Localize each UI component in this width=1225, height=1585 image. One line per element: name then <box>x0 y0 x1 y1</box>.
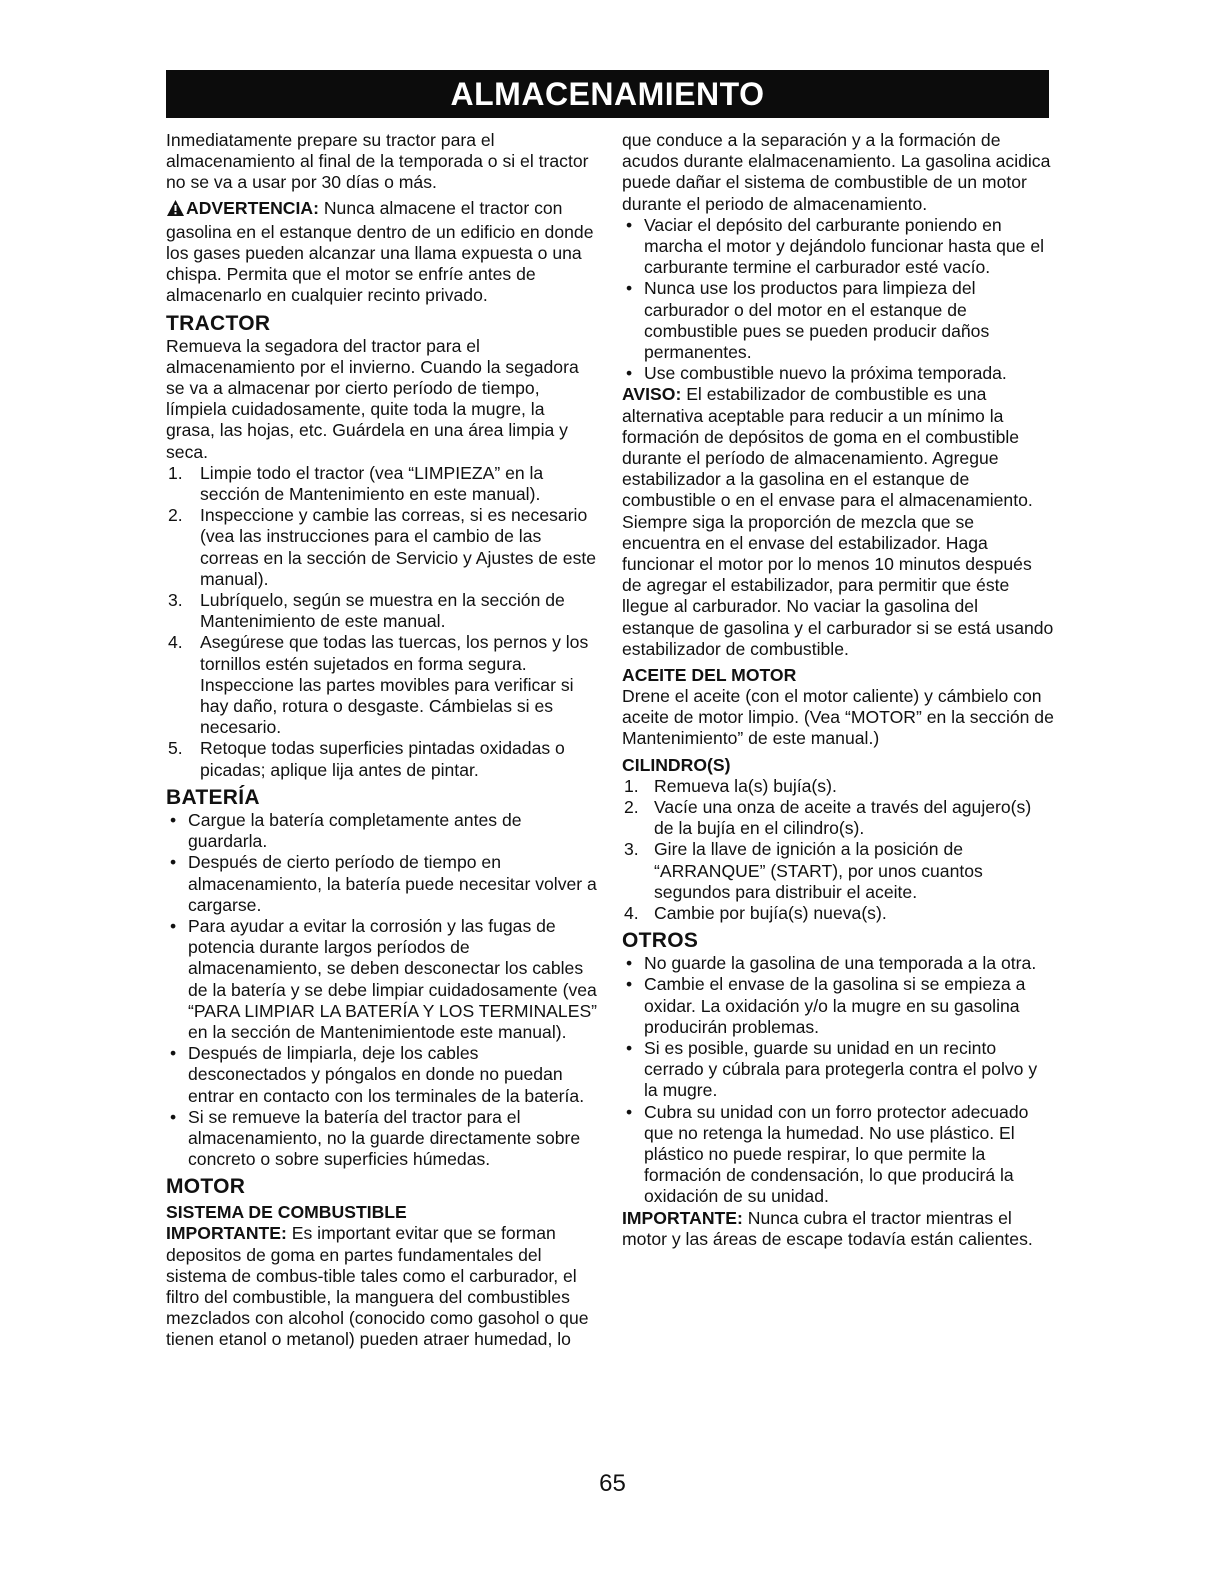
aviso-text: El estabilizador de combustible es una alternativa aceptable para reducir a un mínimo la formación de depósitos de goma en el combustible durante el período de almacenamiento. Agregue estabilizador a la gasolina en el estanque de combustible o en el envase para el almacenamiento. Siempre siga la proporción de mezcla que se encuentra en el envase del estabilizador. Haga funcionar el motor por lo menos 10 minutos después de agregar el estabilizador, para permitir que éste llegue al carburador. No vaciar la gasolina del estanque de gasolina y el carburador si se está usando estabilizador de combustible. <box>622 384 1054 659</box>
tractor-paragraph: Remueva la segadora del tractor para el almacenamiento por el invierno. Cuando la segadora se va a almacenar por cierto período de tiempo, límpiela cuidadosamente, quite toda la mugre, la grasa, las hojas, etc. Guárdela en una área limpia y seca. <box>166 335 579 462</box>
warning-text: Nunca almacene el tractor con gasolina en el estanque dentro de un edificio en donde los gases pueden alcanzar una llama expuesta o una chispa. Permita que el motor se enfríe antes de almacenarlo en cualquier recinto privado. <box>166 197 594 306</box>
cilindros-steps <box>622 776 1054 924</box>
list-item: 1. Remueva la(s) bujía(s). <box>624 775 837 796</box>
list-item: 4. Asegúrese que todas las tuercas, los pernos y los tornillos estén sujetados en forma segura. Inspeccione las partes movibles para verificar si hay daño, rotura o desgaste. Cámbielas si es necesario. <box>168 632 589 738</box>
list-item: • Si es posible, guarde su unidad en un recinto cerrado y cúbrala para protegerla contra el polvo y la mugre. <box>622 1038 1054 1102</box>
list-item: • Cubra su unidad con un forro protector adecuado que no retenga la humedad. No use plástico. El plástico no puede respirar, lo que permite la formación de condensación, lo que producirá la oxidación de su unidad. <box>622 1102 1054 1208</box>
list-item: 2. Vacíe una onza de aceite a través del agujero(s) de la bujía en el cilindro(s). <box>624 796 1032 839</box>
aceite-paragraph: Drene el aceite (con el motor caliente) y cámbielo con aceite de motor limpio. (Vea “MOTOR” en la sección de Mantenimiento” de este manual.) <box>622 686 1054 749</box>
tractor-steps <box>166 463 598 781</box>
section-heading-tractor: TRACTOR <box>166 311 271 335</box>
list-item: • Cargue la batería completamente antes de guardarla. <box>166 810 598 852</box>
section-heading-aceite: ACEITE DEL MOTOR <box>622 665 797 686</box>
list-item: • Cambie el envase de la gasolina si se empieza a oxidar. La oxidación y/o la mugre en su gasolina producirán problemas. <box>622 974 1054 1038</box>
important-text: Es important evitar que se forman depositos de goma en partes fundamentales del sistema de combus-tible tales como el carburador, el filtro del combustible, la manguera del combustibles mezclados con alcohol (conocido como gasohol o que tienen etanol o metanol) pueden atraer humedad, lo <box>166 1223 589 1350</box>
otros-bullets <box>622 953 1054 1207</box>
right-column <box>622 130 1054 1250</box>
important-label: IMPORTANTE: <box>166 1223 287 1244</box>
list-item: • Si se remueve la batería del tractor para el almacenamiento, no la guarde directamente sobre concreto o sobre superficies húmedas. <box>166 1107 598 1171</box>
aviso-label: AVISO: <box>622 384 682 405</box>
important-label: IMPORTANTE: <box>622 1207 743 1228</box>
section-heading-bateria: BATERÍA <box>166 785 260 809</box>
motor-continued-paragraph: que conduce a la separación y a la formación de acudos durante elalmacenamiento. La gasolina acidica puede dañar el sistema de combustible de un motor durante el periodo de almacenamiento. <box>622 130 1051 214</box>
intro-paragraph: Inmediatamente prepare su tractor para el almacenamiento al final de la temporada o si el tractor no se va a usar por 30 días o más. <box>166 130 589 193</box>
otros-important-paragraph <box>622 1208 1054 1250</box>
list-item: 3. Gire la llave de ignición a la posición de “ARRANQUE” (START), por unos cuantos segundos para distribuir el aceite. <box>624 839 983 902</box>
section-heading-motor: MOTOR <box>166 1175 246 1199</box>
list-item: • Para ayudar a evitar la corrosión y las fugas de potencia durante largos períodos de almacenamiento, se deben desconectar los cables de la batería y se debe limpiar cuidadosamente (vea “PARA LIMPIAR LA BATERÍA Y LOS TERMINALES” en la sección de Mantenimientode este manual). <box>166 916 598 1043</box>
left-column <box>166 130 598 1351</box>
list-item: • Después de cierto período de tiempo en almacenamiento, la batería puede necesitar volver a cargarse. <box>166 852 598 916</box>
list-item: 3. Lubríquelo, según se muestra en la sección de Mantenimiento de este manual. <box>168 590 565 632</box>
aviso-paragraph <box>622 384 1054 660</box>
motor-bullets <box>622 215 1054 385</box>
list-item: 2. Inspeccione y cambie las correas, si es necesario (vea las instrucciones para el cambio de las correas en la sección de Servicio y Ajustes de este manual). <box>168 505 597 589</box>
warning-paragraph <box>166 198 598 307</box>
list-item: • Vaciar el depósito del carburante poniendo en marcha el motor y dejándolo funcionar hasta que el carburante termine el carburador esté vacío. <box>622 215 1054 279</box>
list-item: 4. Cambie por bujía(s) nueva(s). <box>624 902 887 923</box>
motor-important-paragraph <box>166 1223 598 1350</box>
list-item: 1. Limpie todo el tractor (vea “LIMPIEZA” en la sección de Mantenimiento en este manual). <box>168 462 544 505</box>
section-heading-cilindros: CILINDRO(S) <box>622 754 731 775</box>
page-number: 65 <box>599 1470 626 1497</box>
section-heading-otros: OTROS <box>622 929 699 953</box>
list-item: • Después de limpiarla, deje los cables desconectados y póngalos en donde no puedan entrar en contacto con los terminales de la batería. <box>166 1043 598 1107</box>
list-item: • Nunca use los productos para limpieza del carburador o del motor en el estanque de combustible pues se pueden producir daños permanentes. <box>622 278 1054 363</box>
subheading-sistema-combustible: SISTEMA DE COMBUSTIBLE <box>166 1202 407 1223</box>
list-item: 5. Retoque todas superficies pintadas oxidadas o picadas; aplique lija antes de pintar. <box>168 738 565 780</box>
list-item: • No guarde la gasolina de una temporada a la otra. <box>622 953 1054 974</box>
bateria-bullets <box>166 810 598 1170</box>
important-text: Nunca cubra el tractor mientras el motor y las áreas de escape todavía están calientes. <box>622 1207 1033 1249</box>
page-title-banner: ALMACENAMIENTO <box>166 70 1049 118</box>
warning-triangle-icon <box>166 199 185 222</box>
warning-label: ADVERTENCIA: <box>186 197 319 218</box>
list-item: • Use combustible nuevo la próxima temporada. <box>622 363 1054 384</box>
